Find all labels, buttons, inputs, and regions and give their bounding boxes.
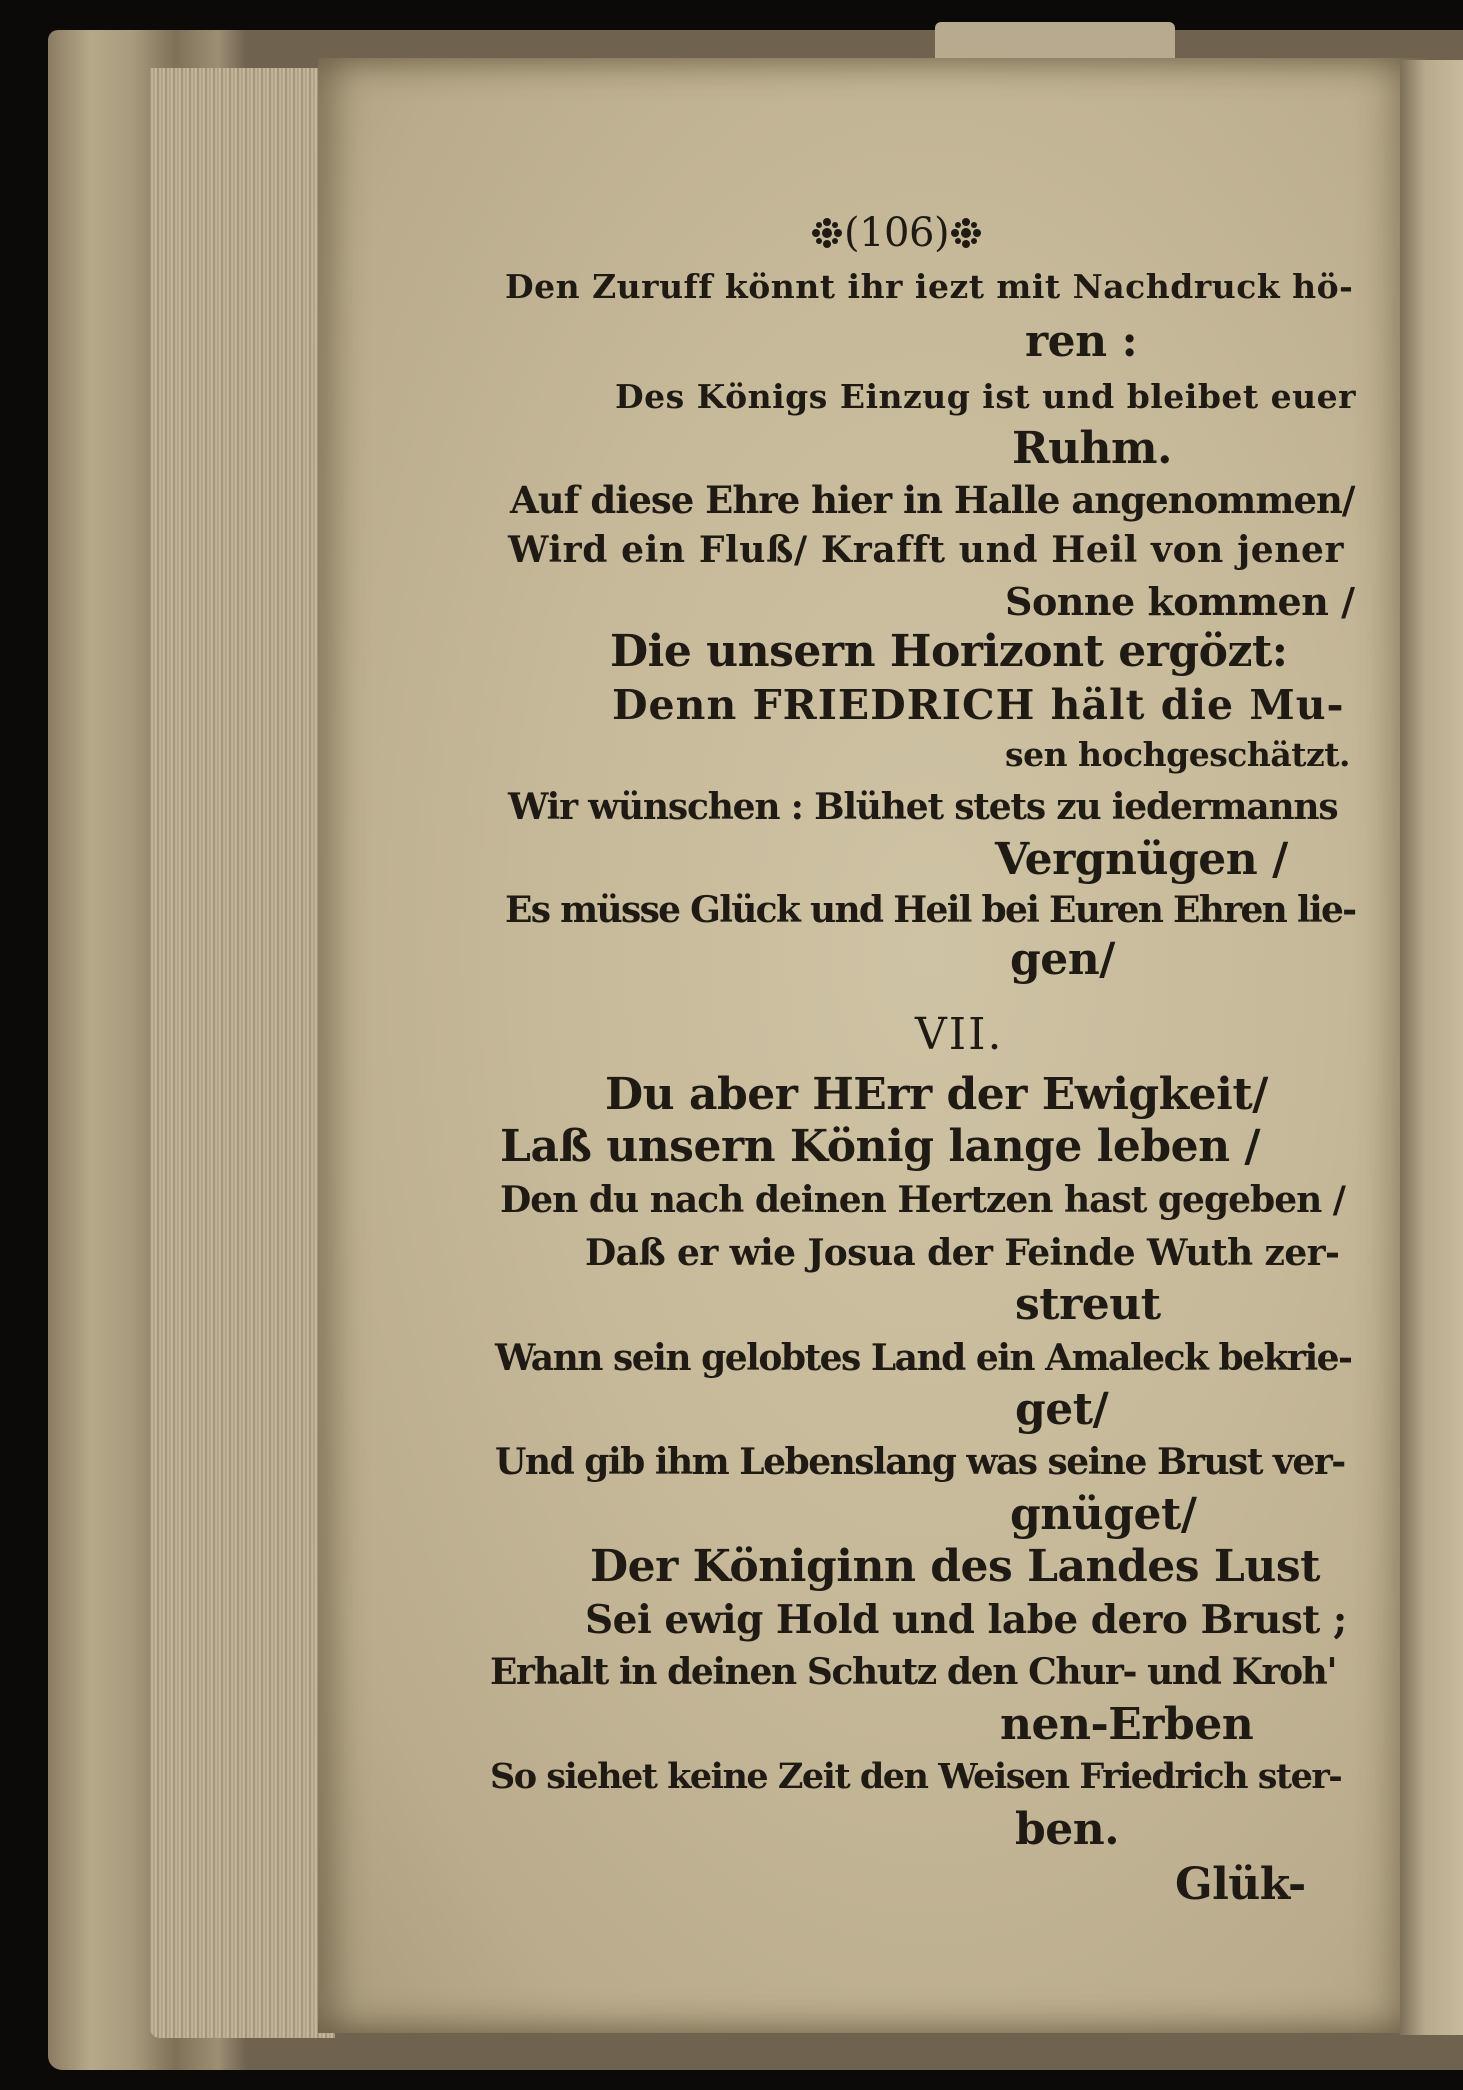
text-line: Laß unsern König lange leben / xyxy=(500,1121,1260,1172)
text-line: Die unsern Horizont ergözt: xyxy=(610,626,1288,677)
text-line: Daß er wie Josua der Feinde Wuth zer- xyxy=(585,1232,1340,1274)
text-line: Sei ewig Hold und labe dero Brust ; xyxy=(585,1597,1347,1643)
text-line: ben. xyxy=(1015,1804,1120,1855)
page-header xyxy=(810,208,983,258)
text-line: sen hochgeschätzt. xyxy=(1005,735,1350,774)
text-line: Den du nach deinen Hertzen hast gegeben / xyxy=(500,1179,1345,1221)
flower-ornament-icon xyxy=(949,212,983,246)
text-line: So siehet keine Zeit den Weisen Friedrich ster- xyxy=(490,1756,1342,1797)
text-line: Sonne kommen / xyxy=(1005,579,1355,624)
text-line: streut xyxy=(1015,1279,1161,1330)
text-line: Der Königinn des Landes Lust xyxy=(590,1541,1320,1592)
catchword: Glük- xyxy=(1175,1859,1306,1910)
text-line: Wir wünschen : Blühet stets zu iedermanns xyxy=(508,786,1338,828)
text-line: Es müsse Glück und Heil bei Euren Ehren lie- xyxy=(505,889,1356,931)
flower-ornament-icon xyxy=(810,212,844,246)
text-line: Und gib ihm Lebenslang was seine Brust ver- xyxy=(495,1441,1345,1483)
text-line: Des Königs Einzug ist und bleibet euer xyxy=(615,377,1357,416)
text-line: Wird ein Fluß/ Krafft und Heil von jener xyxy=(508,529,1345,571)
text-line: Ruhm. xyxy=(1012,423,1172,474)
text-line: nen-Erben xyxy=(1000,1699,1254,1750)
page-number: (106) xyxy=(844,210,950,256)
text-line: Erhalt in deinen Schutz den Chur- und Kroh' xyxy=(490,1651,1337,1693)
text-line: get/ xyxy=(1015,1384,1109,1435)
text-line: Wann sein gelobtes Land ein Amaleck bekrie- xyxy=(495,1337,1352,1379)
text-line: gnüget/ xyxy=(1010,1489,1197,1540)
text-line: Auf diese Ehre hier in Halle angenommen/ xyxy=(510,478,1355,522)
section-number: VII. xyxy=(915,1009,1004,1060)
text-line: Den Zuruff könnt ihr iezt mit Nachdruck hö- xyxy=(505,267,1354,306)
text-line: Denn FRIEDRICH hält die Mu- xyxy=(612,681,1345,729)
text-line: Du aber HErr der Ewigkeit/ xyxy=(605,1069,1268,1120)
text-line: ren : xyxy=(1025,316,1138,367)
text-line: Vergnügen / xyxy=(995,834,1288,885)
text-line: gen/ xyxy=(1010,934,1115,985)
